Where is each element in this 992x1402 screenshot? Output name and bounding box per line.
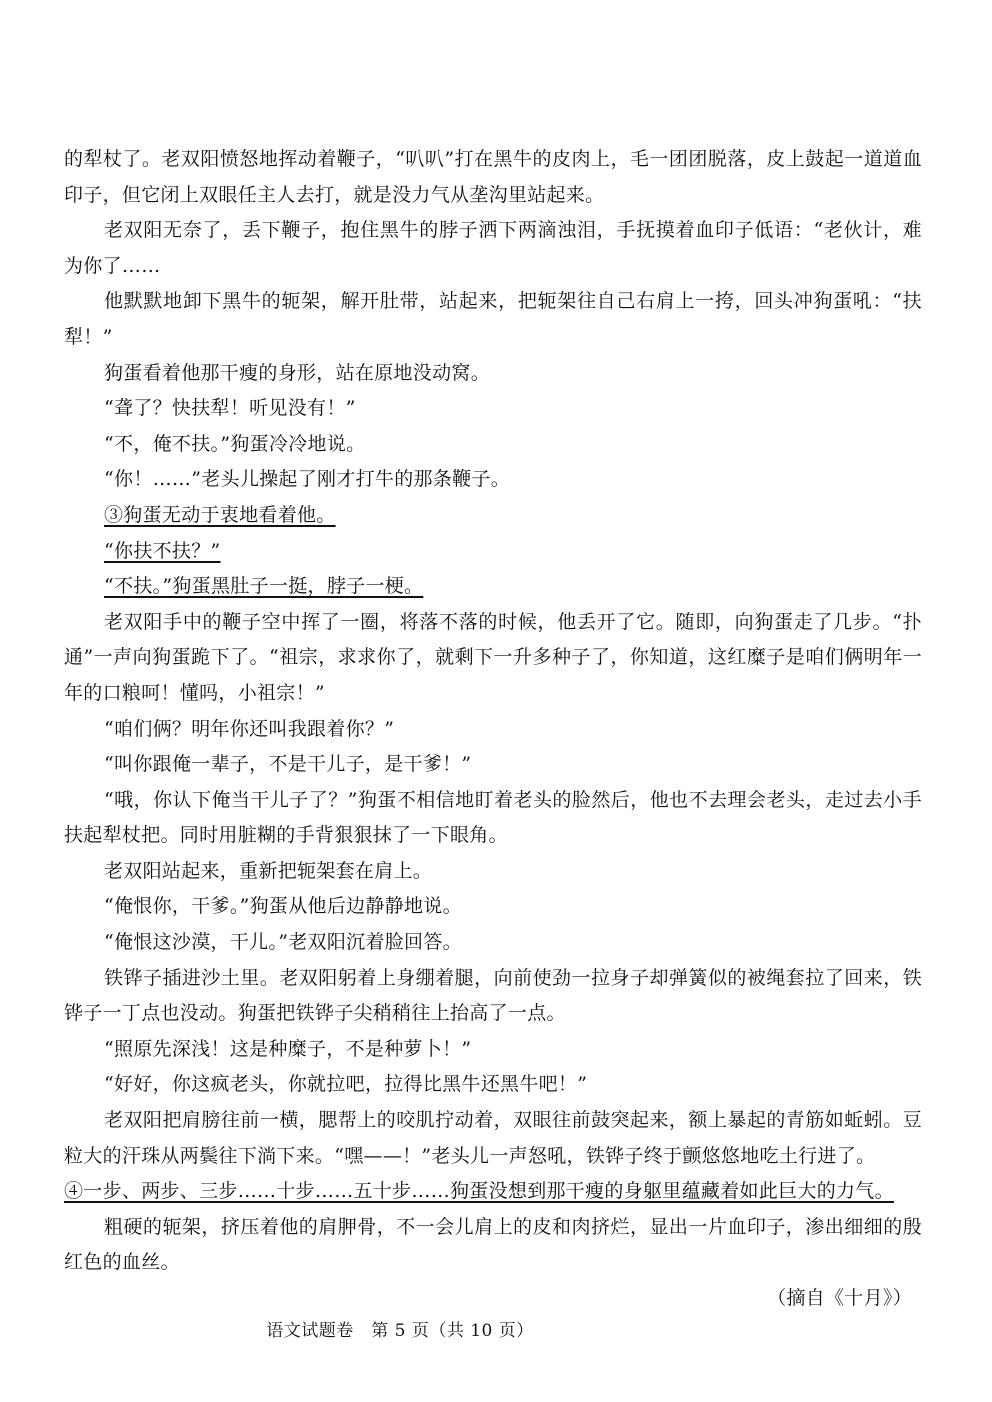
paragraph-3: 他默默地卸下黑牛的轭架，解开肚带，站起来，把轭架往自己右肩上一挎，回头冲狗蛋吼：“扶犁！” xyxy=(64,290,922,348)
paragraph-7: “你！……”老头儿操起了刚才打牛的那条鞭子。 xyxy=(104,468,511,491)
underlined-sentence-3-dialogue-2 xyxy=(64,569,922,605)
paragraph-23: 粗硬的轭架，挤压着他的肩胛骨，不一会儿肩上的皮和肉挤烂，显出一片血印子，渗出细细的殷红色的血丝。 xyxy=(64,1215,922,1274)
source-citation: （摘自《十月》） xyxy=(767,1287,912,1309)
underline-3-line-1: ③狗蛋无动于衷地看着他。 xyxy=(104,503,336,526)
paragraph-12: “咱们俩？明年你还叫我跟着你？” xyxy=(104,717,395,740)
underline-4: ④一步、两步、三步……十步……五十步……狗蛋没想到那干瘦的身躯里蕴藏着如此巨大的力气。 xyxy=(64,1180,894,1203)
underlined-sentence-3 xyxy=(64,498,922,534)
underline-3-line-3: “不扶。”狗蛋黑肚子一挺，脖子一梗。 xyxy=(104,575,424,598)
paragraph-11: 老双阳手中的鞭子空中挥了一圈，将落不落的时候，他丢开了它。随即，向狗蛋走了几步。“扑通”一声向狗蛋跪下了。“祖宗，求求你了，就剩下一升多种子了，你知道，这红糜子是咱们俩明年一年的口粮呵！懂吗，小祖宗！” xyxy=(64,610,922,704)
paragraph-18: 铁铧子插进沙土里。老双阳躬着上身绷着腿，向前使劲一拉身子却弹簧似的被绳套拉了回来，铁铧子一丁点也没动。狗蛋把铁铧子尖稍稍往上抬高了一点。 xyxy=(64,966,922,1025)
paragraph-6: “不，俺不扶。”狗蛋冷冷地说。 xyxy=(104,432,366,455)
paragraph-15: 老双阳站起来，重新把轭架套在肩上。 xyxy=(104,859,433,882)
page-footer: 语文试题卷 第 5 页（共 10 页） xyxy=(266,1321,534,1341)
story-text xyxy=(64,142,922,1317)
paragraph-5: “聋了？快扶犁！听见没有！” xyxy=(104,397,356,420)
paragraph-20: “好好，你这疯老头，你就拉吧，拉得比黑牛还黑牛吧！” xyxy=(104,1073,588,1096)
paragraph-14: “哦，你认下俺当干儿子了？”狗蛋不相信地盯着老头的脸然后，他也不去理会老头，走过去小手扶起犁杖把。同时用脏糊的手背狠狠抹了一下眼角。 xyxy=(64,788,922,847)
paragraph-2: 老双阳无奈了，丢下鞭子，抱住黑牛的脖子洒下两滴浊泪，手抚摸着血印子低语：“老伙计，难为你了…… xyxy=(64,219,922,277)
underlined-sentence-3-dialogue-1 xyxy=(64,534,922,570)
paragraph-19: “照原先深浅！这是种糜子，不是种萝卜！” xyxy=(104,1037,472,1060)
paragraph-4: 狗蛋看着他那干瘦的身形，站在原地没动窝。 xyxy=(104,361,491,384)
underline-3-line-2: “你扶不扶？” xyxy=(104,539,221,562)
underlined-sentence-4 xyxy=(64,1174,922,1210)
paragraph-13: “叫你跟俺一辈子，不是干儿子，是干爹！” xyxy=(104,753,472,776)
paragraph-17: “俺恨这沙漠，干儿。”老双阳沉着脸回答。 xyxy=(104,931,462,954)
paragraph-21: 老双阳把肩膀往前一横，腮帮上的咬肌拧动着，双眼往前鼓突起来，额上暴起的青筋如蚯蚓。豆粒大的汗珠从两鬓往下淌下来。“嘿——！”老头儿一声怒吼，铁铧子终于颤悠悠地吃土行进了。 xyxy=(64,1109,922,1167)
paragraph-16: “俺恨你，干爹。”狗蛋从他后边静静地说。 xyxy=(104,895,462,918)
paragraph-1: 的犁杖了。老双阳愤怒地挥动着鞭子，“叭叭”打在黑牛的皮肉上，毛一团团脱落，皮上鼓起一道道血印子，但它闭上双眼任主人去打，就是没力气从垄沟里站起来。 xyxy=(64,148,922,206)
